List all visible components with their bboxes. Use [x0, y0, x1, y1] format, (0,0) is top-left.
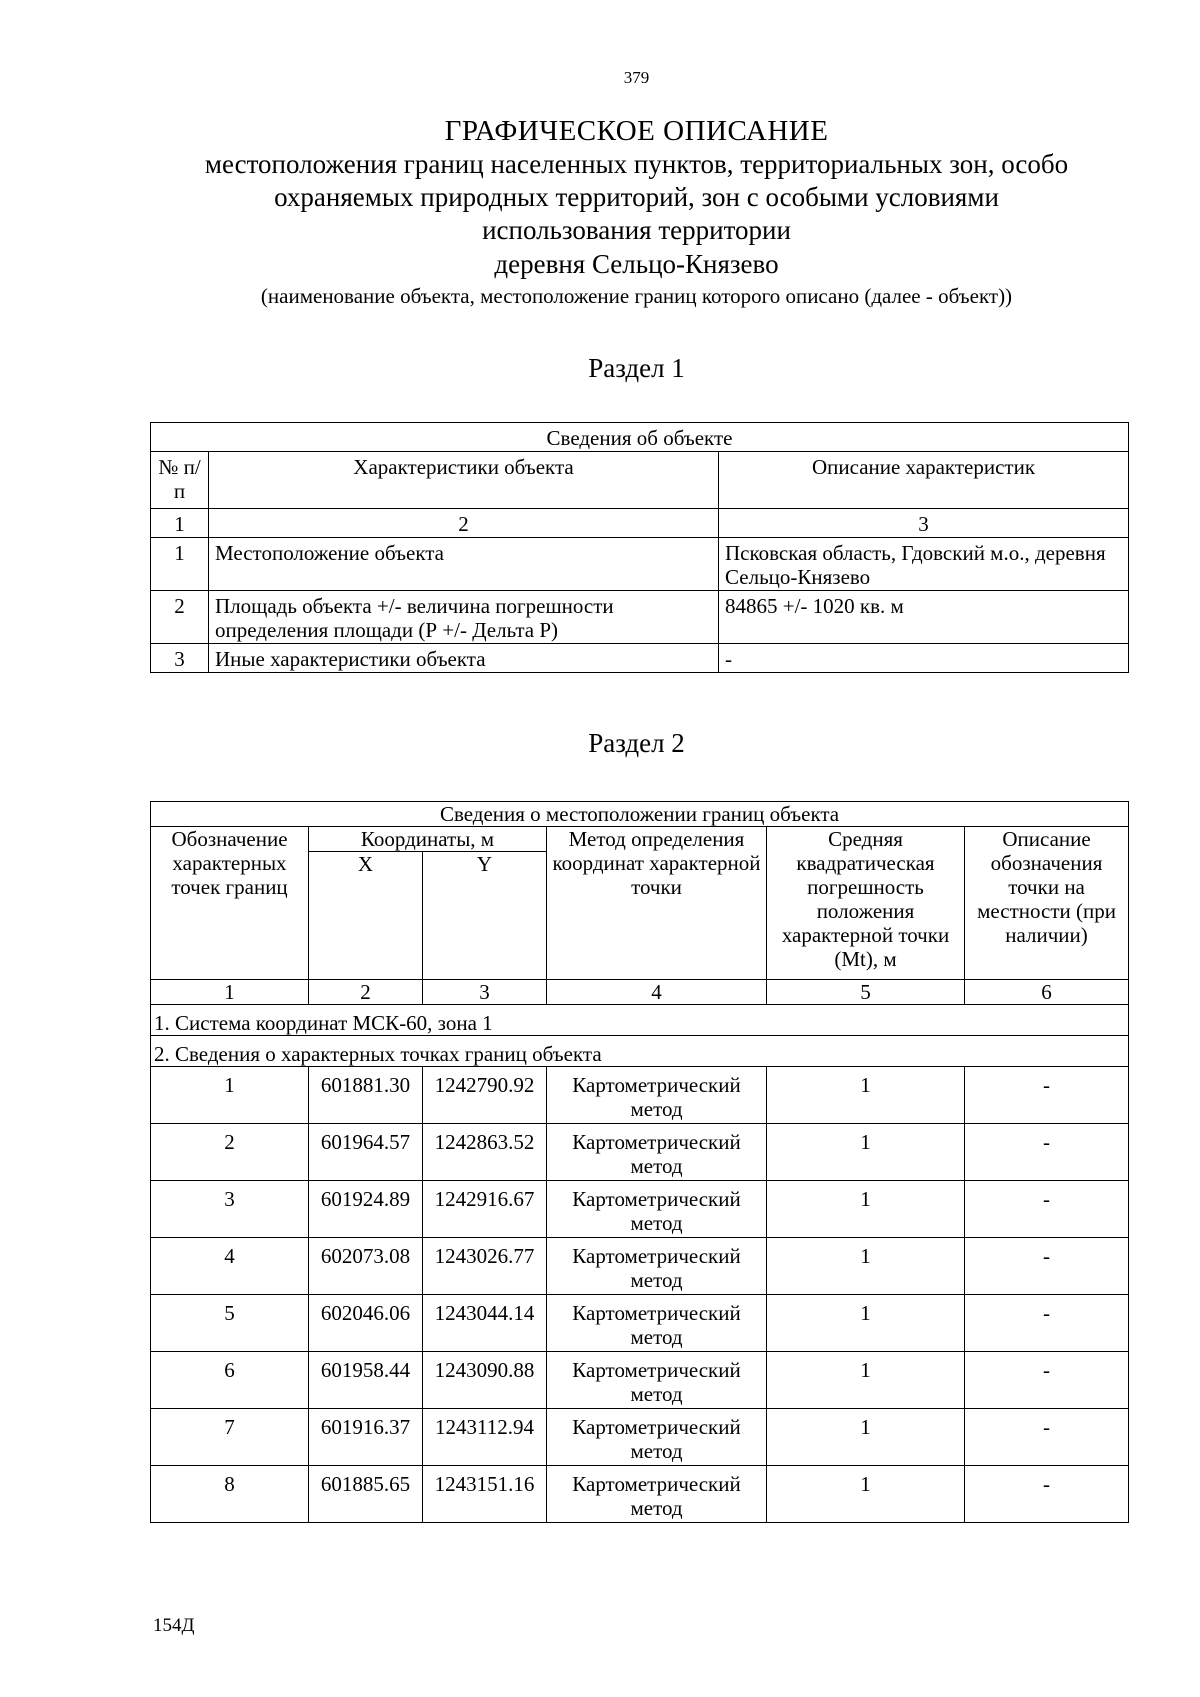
- table-row: [151, 1352, 1129, 1409]
- row-x: 601881.30: [309, 1067, 423, 1124]
- object-info-table: [150, 422, 1129, 673]
- row-point: 4: [151, 1238, 309, 1295]
- row-error: 1: [767, 1409, 965, 1466]
- document-header: [100, 114, 1173, 309]
- row-point: 6: [151, 1352, 309, 1409]
- row-y: 1243044.14: [423, 1295, 547, 1352]
- table-title: Сведения об объекте: [151, 423, 1129, 452]
- row-error: 1: [767, 1238, 965, 1295]
- header-point: Обозначение характерных точек границ: [151, 827, 309, 980]
- section1-title: Раздел 1: [588, 353, 685, 383]
- row-point: 2: [151, 1124, 309, 1181]
- row-y: 1243026.77: [423, 1238, 547, 1295]
- subtitle-line: охраняемых природных территорий, зон с особыми условиями: [274, 182, 999, 212]
- row-desc: -: [965, 1067, 1129, 1124]
- row-characteristic: Иные характеристики объекта: [209, 644, 719, 673]
- row-characteristic: Местоположение объекта: [209, 538, 719, 591]
- col-number: 1: [151, 980, 309, 1005]
- header-desc: Описание обозначения точки на местности (при наличии): [965, 827, 1129, 980]
- row-x: 602046.06: [309, 1295, 423, 1352]
- object-name: деревня Сельцо-Князево: [494, 249, 779, 279]
- row-desc: -: [965, 1466, 1129, 1523]
- col-number: 3: [423, 980, 547, 1005]
- page-number: 379: [623, 68, 650, 87]
- row-method: Картометрический метод: [547, 1067, 767, 1124]
- points-caption: 2. Сведения о характерных точках границ объекта: [151, 1036, 1129, 1067]
- document-title: ГРАФИЧЕСКОЕ ОПИСАНИЕ: [444, 115, 829, 147]
- points-body: [151, 1067, 1129, 1523]
- row-method: Картометрический метод: [547, 1238, 767, 1295]
- col-number: 5: [767, 980, 965, 1005]
- row-point: 7: [151, 1409, 309, 1466]
- row-y: 1243090.88: [423, 1352, 547, 1409]
- row-num: 3: [151, 644, 209, 673]
- header-description: Описание характеристик: [719, 452, 1129, 509]
- subtitle-line: местоположения границ населенных пунктов, территориальных зон, особо: [204, 149, 1069, 179]
- table-row: [151, 1124, 1129, 1181]
- table-row: [151, 1466, 1129, 1523]
- row-y: 1243151.16: [423, 1466, 547, 1523]
- row-description: -: [719, 644, 1129, 673]
- header-x: X: [309, 852, 423, 980]
- table-row: [151, 591, 1129, 644]
- row-error: 1: [767, 1181, 965, 1238]
- subtitle-line: использования территории: [482, 215, 791, 245]
- table-row: [151, 1067, 1129, 1124]
- row-point: 5: [151, 1295, 309, 1352]
- row-error: 1: [767, 1295, 965, 1352]
- row-desc: -: [965, 1409, 1129, 1466]
- row-error: 1: [767, 1352, 965, 1409]
- row-method: Картометрический метод: [547, 1295, 767, 1352]
- row-method: Картометрический метод: [547, 1181, 767, 1238]
- row-method: Картометрический метод: [547, 1466, 767, 1523]
- row-desc: -: [965, 1124, 1129, 1181]
- footer-code: 154Д: [153, 1615, 195, 1636]
- table-row: [151, 1295, 1129, 1352]
- row-error: 1: [767, 1466, 965, 1523]
- header-error: Средняя квадратическая погрешность положения характерной точки (Mt), м: [767, 827, 965, 980]
- row-x: 601924.89: [309, 1181, 423, 1238]
- col-number: 1: [151, 509, 209, 538]
- row-description: 84865 +/- 1020 кв. м: [719, 591, 1129, 644]
- table-row: [151, 1238, 1129, 1295]
- header-num: № п/п: [151, 452, 209, 509]
- table-row: [151, 644, 1129, 673]
- table-title: Сведения о местоположении границ объекта: [151, 802, 1129, 827]
- col-number: 3: [719, 509, 1129, 538]
- row-error: 1: [767, 1067, 965, 1124]
- header-method: Метод определения координат характерной точки: [547, 827, 767, 980]
- row-desc: -: [965, 1238, 1129, 1295]
- row-y: 1243112.94: [423, 1409, 547, 1466]
- row-description: Псковская область, Гдовский м.о., деревня Сельцо-Князево: [719, 538, 1129, 591]
- row-characteristic: Площадь объекта +/- величина погрешности определения площади (Р +/- Дельта Р): [209, 591, 719, 644]
- row-y: 1242916.67: [423, 1181, 547, 1238]
- row-desc: -: [965, 1181, 1129, 1238]
- col-number: 2: [209, 509, 719, 538]
- row-point: 8: [151, 1466, 309, 1523]
- header-characteristic: Характеристики объекта: [209, 452, 719, 509]
- table-row: [151, 538, 1129, 591]
- row-desc: -: [965, 1352, 1129, 1409]
- row-point: 3: [151, 1181, 309, 1238]
- header-y: Y: [423, 852, 547, 980]
- row-method: Картометрический метод: [547, 1409, 767, 1466]
- row-point: 1: [151, 1067, 309, 1124]
- row-num: 2: [151, 591, 209, 644]
- header-coords: Координаты, м: [309, 827, 547, 852]
- row-y: 1242790.92: [423, 1067, 547, 1124]
- row-num: 1: [151, 538, 209, 591]
- table-row: [151, 1181, 1129, 1238]
- row-x: 602073.08: [309, 1238, 423, 1295]
- row-x: 601964.57: [309, 1124, 423, 1181]
- col-number: 4: [547, 980, 767, 1005]
- col-number: 2: [309, 980, 423, 1005]
- coord-system: 1. Система координат МСК-60, зона 1: [151, 1005, 1129, 1036]
- table-row: [151, 1409, 1129, 1466]
- col-number: 6: [965, 980, 1129, 1005]
- boundary-points-table: [150, 801, 1129, 1523]
- object-caption: (наименование объекта, местоположение границ которого описано (далее - объект)): [260, 284, 1013, 308]
- row-desc: -: [965, 1295, 1129, 1352]
- row-x: 601958.44: [309, 1352, 423, 1409]
- section2-title: Раздел 2: [588, 728, 685, 758]
- row-y: 1242863.52: [423, 1124, 547, 1181]
- row-x: 601885.65: [309, 1466, 423, 1523]
- row-x: 601916.37: [309, 1409, 423, 1466]
- row-method: Картометрический метод: [547, 1352, 767, 1409]
- row-method: Картометрический метод: [547, 1124, 767, 1181]
- row-error: 1: [767, 1124, 965, 1181]
